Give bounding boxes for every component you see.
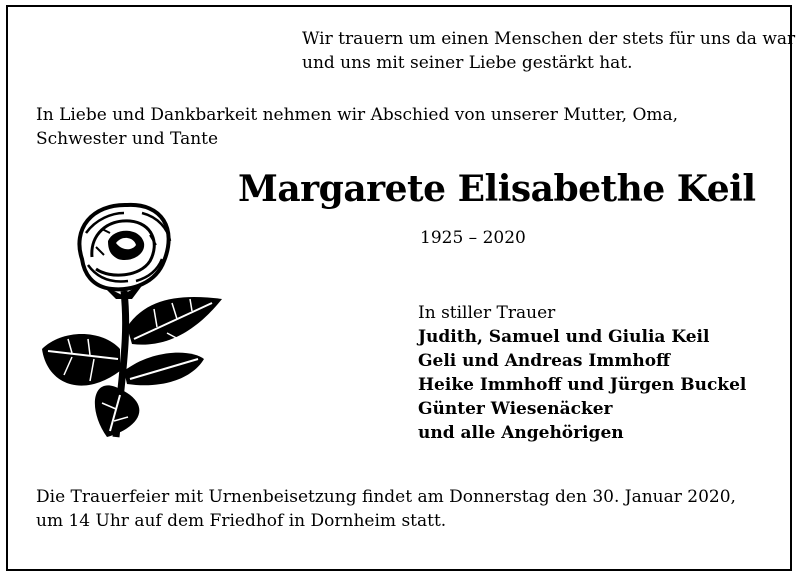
mourner-name: Judith, Samuel und Giulia Keil [418, 327, 710, 347]
rose-icon [32, 199, 232, 439]
motto-line-1: Wir trauern um einen Menschen der stets für uns da war [302, 29, 796, 49]
intro-line-1: In Liebe und Dankbarkeit nehmen wir Abschied von unserer Mutter, Oma, [36, 105, 679, 125]
motto [302, 27, 795, 75]
obituary-card [6, 5, 796, 571]
deceased-name: Margarete Elisabethe Keil [238, 168, 756, 210]
mourner-name: und alle Angehörigen [418, 423, 624, 443]
mourner-name: Heike Immhoff und Jürgen Buckel [418, 375, 747, 395]
service-line-2: um 14 Uhr auf dem Friedhof in Dornheim statt. [36, 511, 447, 531]
mourners-list [418, 301, 746, 445]
mourner-name: Geli und Andreas Immhoff [418, 351, 670, 371]
intro-line-2: Schwester und Tante [36, 129, 219, 149]
service-notice [36, 485, 736, 533]
mourner-name: Günter Wiesenäcker [418, 399, 613, 419]
service-line-1: Die Trauerfeier mit Urnenbeisetzung findet am Donnerstag den 30. Januar 2020, [36, 487, 736, 507]
motto-line-2: und uns mit seiner Liebe gestärkt hat. [302, 53, 633, 73]
intro-text [36, 103, 678, 151]
life-years: 1925 – 2020 [420, 228, 526, 248]
mourners-heading: In stiller Trauer [418, 303, 556, 323]
